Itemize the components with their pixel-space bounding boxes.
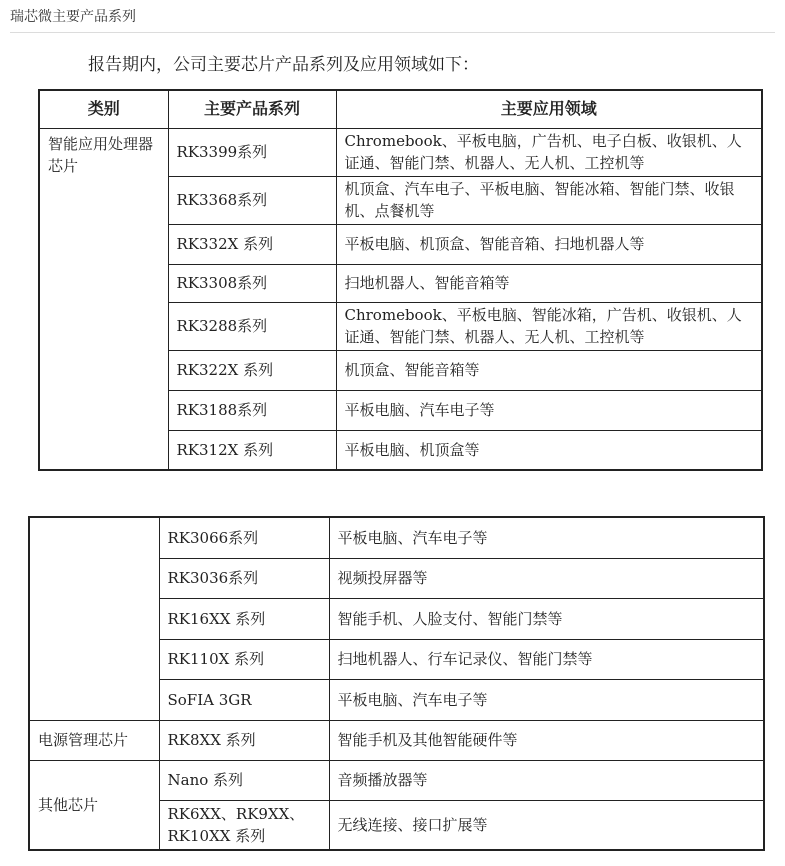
application-cell: 机顶盒、汽车电子、平板电脑、智能冰箱、智能门禁、收银机、点餐机等	[336, 176, 762, 224]
product-cell: Nano 系列	[159, 760, 329, 800]
product-cell: SoFIA 3GR	[159, 679, 329, 720]
table-row	[39, 128, 762, 176]
product-cell: RK332X 系列	[168, 224, 336, 264]
product-cell: RK3368系列	[168, 176, 336, 224]
application-cell: Chromebook、平板电脑，广告机、电子白板、收银机、人证通、智能门禁、机器人、无人机、工控机等	[336, 128, 762, 176]
product-cell: RK312X 系列	[168, 430, 336, 470]
product-cell: RK3188系列	[168, 390, 336, 430]
product-cell: RK3308系列	[168, 264, 336, 302]
header-category: 类别	[39, 90, 168, 128]
product-cell: RK322X 系列	[168, 350, 336, 390]
application-cell: 音频播放器等	[329, 760, 764, 800]
application-cell: 视频投屏器等	[329, 558, 764, 598]
category-cell-empty	[29, 517, 159, 720]
product-cell: RK16XX 系列	[159, 598, 329, 639]
application-cell: 平板电脑、汽车电子等	[336, 390, 762, 430]
table-row	[29, 760, 764, 800]
product-cell: RK3288系列	[168, 302, 336, 350]
category-cell: 其他芯片	[29, 760, 159, 850]
table-row	[29, 517, 764, 558]
product-cell: RK6XX、RK9XX、RK10XX 系列	[159, 800, 329, 850]
product-table-part-2	[28, 516, 765, 851]
page-title: 瑞芯微主要产品系列	[10, 9, 136, 25]
header-product: 主要产品系列	[168, 90, 336, 128]
application-cell: 平板电脑、机顶盒等	[336, 430, 762, 470]
application-cell: 扫地机器人、智能音箱等	[336, 264, 762, 302]
table-header-row	[39, 90, 762, 128]
header-application: 主要应用领域	[336, 90, 762, 128]
category-cell: 电源管理芯片	[29, 720, 159, 760]
application-cell: 智能手机及其他智能硬件等	[329, 720, 764, 760]
application-cell: 平板电脑、汽车电子等	[329, 517, 764, 558]
application-cell: Chromebook、平板电脑、智能冰箱，广告机、收银机、人证通、智能门禁、机器人、无人机、工控机等	[336, 302, 762, 350]
application-cell: 无线连接、接口扩展等	[329, 800, 764, 850]
product-table-part-1	[38, 89, 763, 471]
application-cell: 平板电脑、机顶盒、智能音箱、扫地机器人等	[336, 224, 762, 264]
application-cell: 智能手机、人脸支付、智能门禁等	[329, 598, 764, 639]
intro-text: 报告期内，公司主要芯片产品系列及应用领域如下：	[88, 55, 479, 75]
product-cell: RK3066系列	[159, 517, 329, 558]
product-cell: RK110X 系列	[159, 639, 329, 679]
application-cell: 机顶盒、智能音箱等	[336, 350, 762, 390]
application-cell: 平板电脑、汽车电子等	[329, 679, 764, 720]
product-cell: RK8XX 系列	[159, 720, 329, 760]
application-cell: 扫地机器人、行车记录仪、智能门禁等	[329, 639, 764, 679]
product-cell: RK3399系列	[168, 128, 336, 176]
divider	[10, 32, 775, 33]
table-row	[29, 720, 764, 760]
product-cell: RK3036系列	[159, 558, 329, 598]
category-cell: 智能应用处理器芯片	[39, 128, 168, 470]
